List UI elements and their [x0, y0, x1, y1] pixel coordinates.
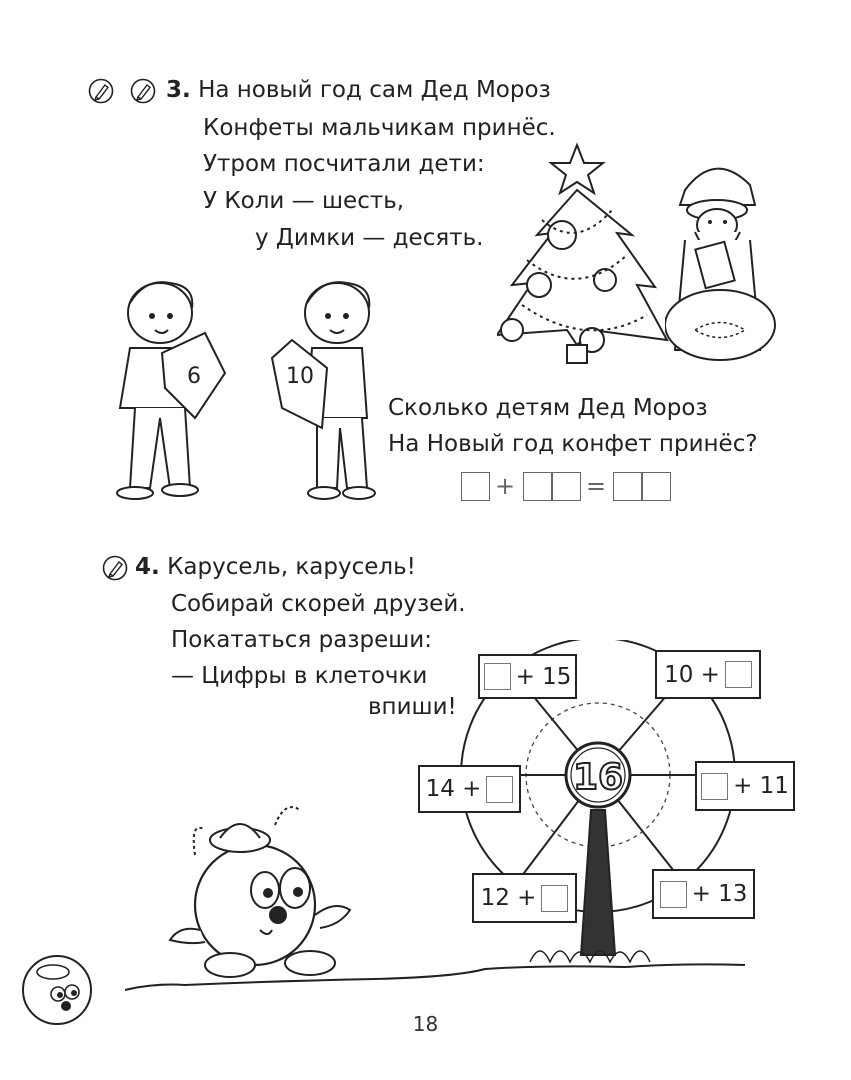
- answer-box[interactable]: [660, 881, 687, 908]
- card-text: 14 +: [425, 776, 482, 802]
- answer-box[interactable]: [642, 472, 671, 501]
- poem-line: Карусель, карусель!: [167, 554, 416, 580]
- candy-bag-value: 10: [286, 364, 314, 389]
- carousel-card: [652, 869, 755, 919]
- card-text: + 15: [515, 663, 572, 690]
- poem-line: Покататься разреши:: [171, 627, 433, 653]
- question-line: На Новый год конфет принёс?: [388, 431, 758, 457]
- carousel-card: [478, 654, 577, 699]
- equals-sign: =: [586, 472, 607, 500]
- answer-box[interactable]: [552, 472, 581, 501]
- answer-box[interactable]: [725, 661, 752, 688]
- ground-line: [125, 955, 805, 995]
- answer-box[interactable]: [523, 472, 552, 501]
- candy-bag-value: 6: [187, 364, 201, 389]
- carousel-card: [655, 650, 761, 699]
- card-text: + 13: [691, 881, 748, 907]
- task4-number: 4.: [135, 554, 160, 580]
- answer-box[interactable]: [486, 776, 513, 803]
- task4-first-line: [135, 553, 416, 581]
- question-line: Сколько детям Дед Мороз: [388, 395, 708, 421]
- card-text: + 11: [733, 773, 789, 799]
- answer-box[interactable]: [461, 472, 490, 501]
- task3-number: 3.: [166, 77, 191, 103]
- poem-line: На новый год сам Дед Мороз: [198, 77, 551, 103]
- boy-icon: [100, 278, 240, 513]
- page-number: 18: [412, 1012, 439, 1036]
- plus-sign: +: [495, 472, 516, 500]
- card-text: 12 +: [480, 885, 537, 911]
- wheel-center-number: 16: [572, 757, 624, 798]
- task3-first-line: [166, 76, 551, 104]
- answer-box[interactable]: [701, 773, 728, 800]
- pencil-icon: [88, 78, 114, 104]
- boy-icon: [262, 278, 392, 513]
- poem-line: впиши!: [368, 694, 457, 720]
- answer-box[interactable]: [484, 663, 511, 690]
- pencil-icon: [130, 78, 156, 104]
- santa-claus-icon: [665, 150, 795, 365]
- poem-line: — Цифры в клеточки: [171, 663, 428, 689]
- poem-line: Собирай скорей друзей.: [171, 591, 466, 617]
- card-text: 10 +: [664, 661, 720, 688]
- poem-line: У Коли — шесть,: [203, 188, 405, 214]
- carousel-card: [418, 765, 521, 813]
- poem-line: Утром посчитали дети:: [203, 151, 485, 177]
- poem-line: у Димки — десять.: [255, 225, 484, 251]
- carousel-card: [695, 761, 795, 811]
- carousel-card: [472, 873, 577, 923]
- round-character-icon: [160, 800, 380, 980]
- answer-box[interactable]: [541, 885, 568, 912]
- poem-line: Конфеты мальчикам принёс.: [203, 115, 556, 141]
- pencil-icon: [102, 555, 128, 581]
- answer-box[interactable]: [613, 472, 642, 501]
